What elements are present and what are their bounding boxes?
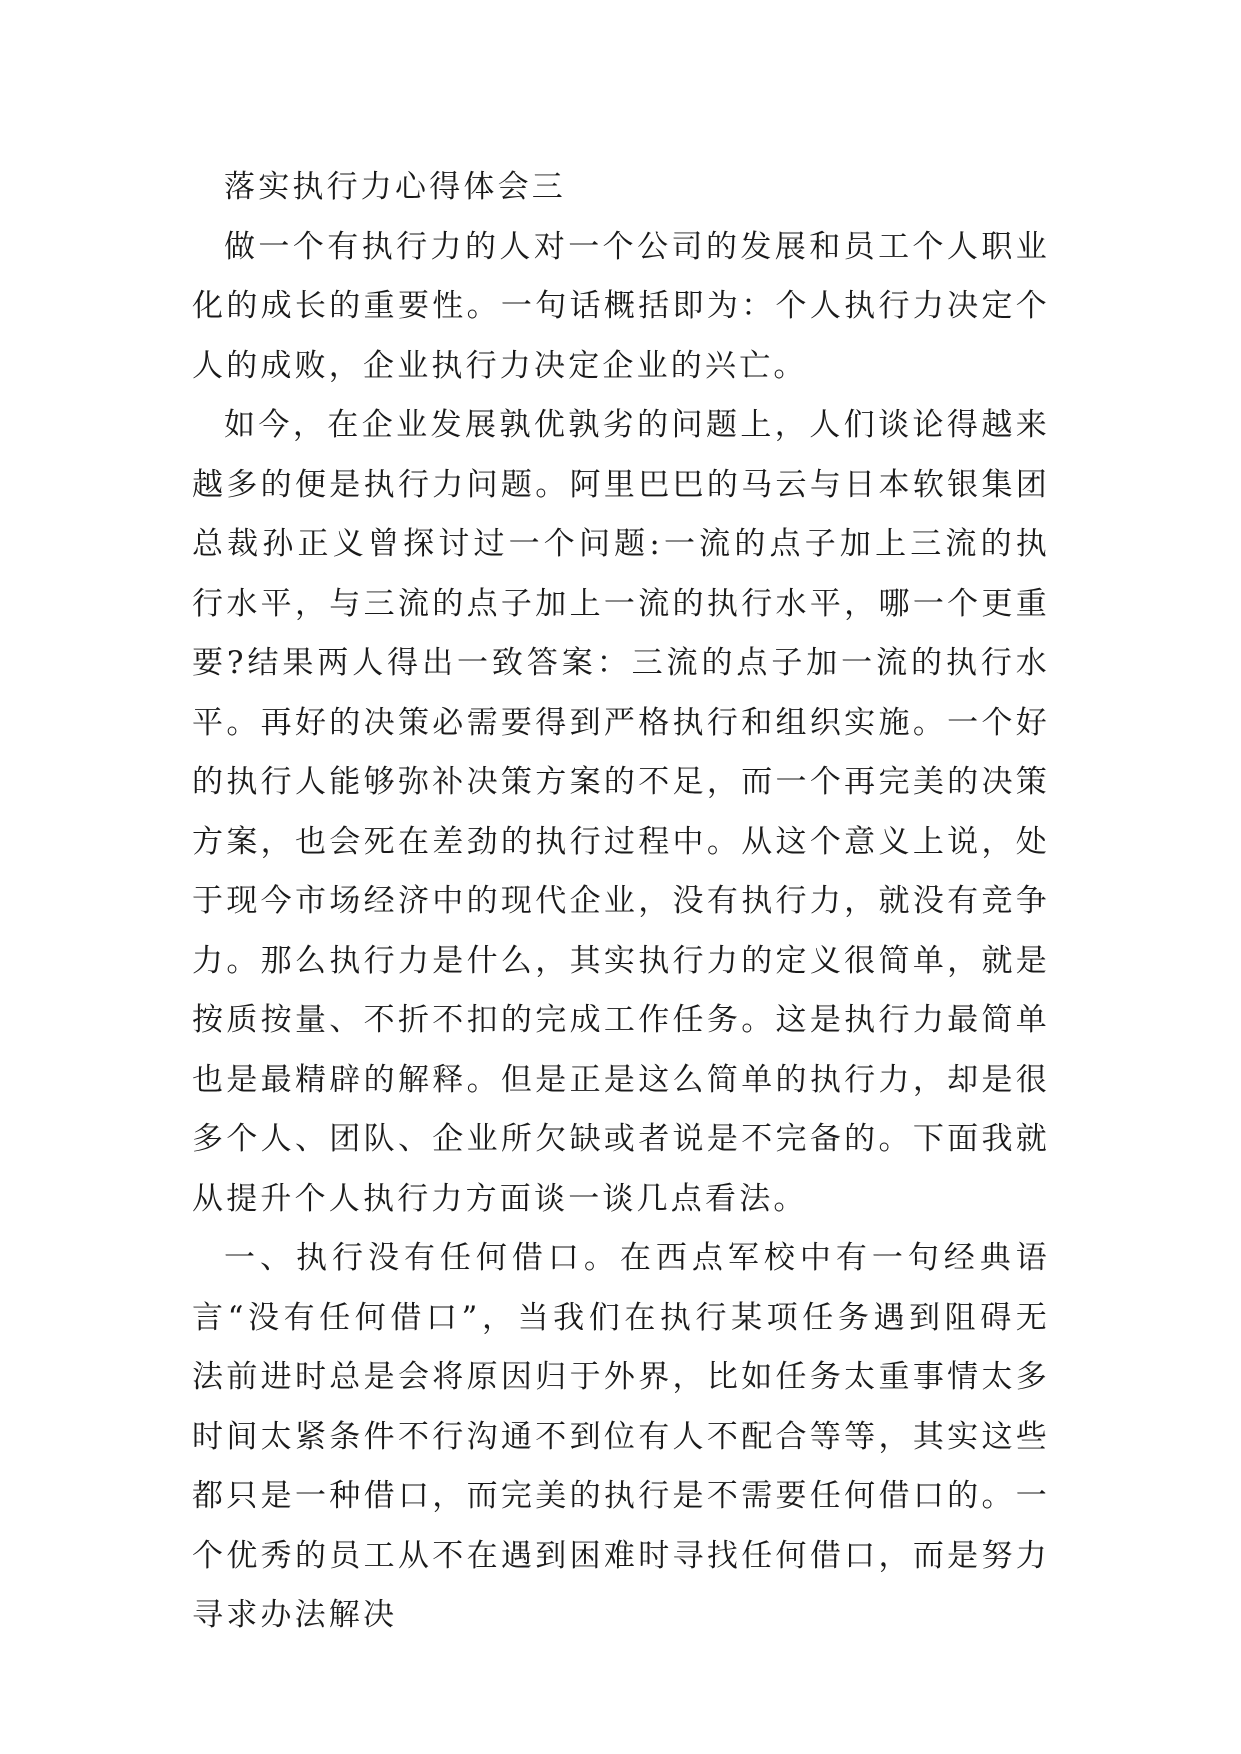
document-title: 落实执行力心得体会三 <box>224 169 566 205</box>
document-body <box>192 158 1050 1646</box>
paragraph-2: 如今，在企业发展孰优孰劣的问题上，人们谈论得越来越多的便是执行力问题。阿里巴巴的马云与日本软银集团总裁孙正义曾探讨过一个问题:一流的点子加上三流的执行水平，与三流的点子加上一流的执行水平，哪一个更重要?结果两人得出一致答案：三流的点子加一流的执行水平。再好的决策必需要得到严格执行和组织实施。一个好的执行人能够弥补决策方案的不足，而一个再完美的决策方案，也会死在差劲的执行过程中。从这个意义上说，处于现今市场经济中的现代企业，没有执行力，就没有竞争力。那么执行力是什么，其实执行力的定义很简单，就是按质按量、不折不扣的完成工作任务。这是执行力最简单也是最精辟的解释。但是正是这么简单的执行力，却是很多个人、团队、企业所欠缺或者说是不完备的。下面我就从提升个人执行力方面谈一谈几点看法。 <box>192 407 1050 1217</box>
paragraph-3: 一、执行没有任何借口。在西点军校中有一句经典语言“没有任何借口”，当我们在执行某项任务遇到阻碍无法前进时总是会将原因归于外界，比如任务太重事情太多时间太紧条件不行沟通不到位有人不配合等等，其实这些都只是一种借口，而完美的执行是不需要任何借口的。一个优秀的员工从不在遇到困难时寻找任何借口，而是努力寻求办法解决 <box>192 1240 1050 1633</box>
paragraph-1: 做一个有执行力的人对一个公司的发展和员工个人职业化的成长的重要性。一句话概括即为：个人执行力决定个人的成败，企业执行力决定企业的兴亡。 <box>192 228 1050 384</box>
